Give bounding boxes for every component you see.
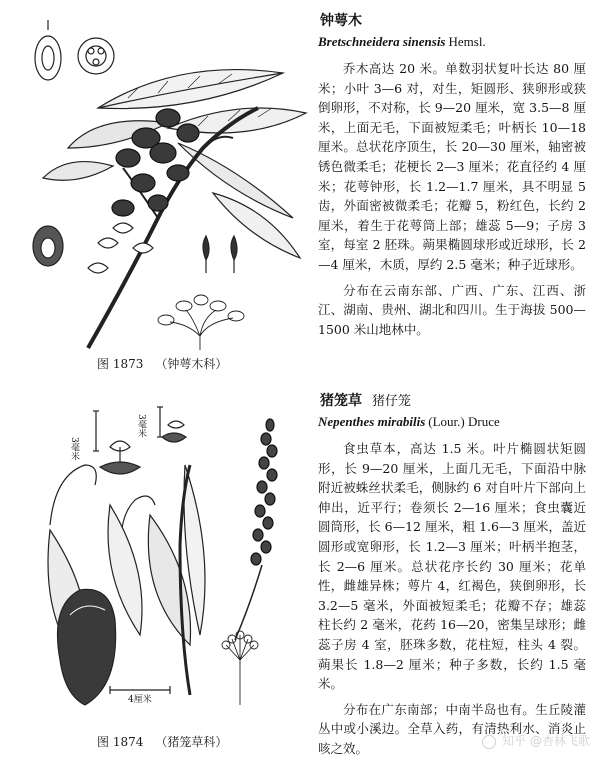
- scale-label-4cm: 4厘米: [128, 695, 152, 705]
- distribution-paragraph: 分布在广东南部；中南半岛也有。生丘陵灌丛中或小溪边。全草入药，有清热利水、消炎止咳之效。: [318, 701, 586, 756]
- latin-binomial: Bretschneidera sinensis: [318, 34, 446, 49]
- latin-author: (Lour.) Druce: [428, 414, 500, 429]
- scale-label-3mm-right: 3毫米: [136, 414, 146, 438]
- figure-family: （钟萼木科）: [155, 357, 228, 371]
- illustration-bretschneidera: [28, 18, 310, 363]
- description-paragraph: 乔木高达 20 米。单数羽状复叶长达 80 厘米；小叶 3—6 对，对生，矩圆形、狭卵形或狭倒卵形，不对称，长 9—20 厘米，宽 3.5—8 厘米，上面无毛，下面被短柔毛；叶柄长 10—18 厘米。总状花序顶生，长 20—30 厘米，轴密被锈色微柔毛；花梗长 2—3 厘米；花直径约 4 厘米；花萼钟形，长 1.2—1.7 厘米，具不明显 5 齿，外面密被微柔毛；花瓣 5，粉红色，长约 2 厘米，着生于花萼筒上部；雄蕊 5—9；子房 3 室，每室 2 胚珠。蒴果椭圆球形或近球形，长 2—4 厘米，木质，厚约 2.5 毫米；种子近球形。: [318, 61, 586, 272]
- distribution-paragraph: 分布在云南东部、广西、广东、江西、浙江、湖南、贵州、湖北和四川。生于海拔 500—1500 米山地林中。: [318, 282, 586, 337]
- latin-author: Hemsl.: [448, 34, 486, 49]
- entry-nepenthes: [318, 390, 586, 759]
- figure-number: 图 1873: [97, 357, 144, 371]
- figure-caption-1873: [97, 355, 227, 372]
- watermark: [480, 732, 590, 749]
- figure-number: 图 1874: [97, 735, 144, 749]
- entry-title: 猪笼草: [320, 393, 362, 409]
- entry-bretschneidera: [318, 10, 586, 339]
- zhihu-icon: [482, 735, 496, 749]
- latin-binomial: Nepenthes mirabilis: [318, 414, 426, 429]
- figure-family: （猪笼草科）: [155, 735, 228, 749]
- entry-alias: 猪仔笼: [372, 394, 412, 409]
- watermark-text: 知乎 @杏林飞歌: [502, 734, 590, 748]
- figure-caption-1874: [97, 733, 227, 750]
- entry-title: 钟萼木: [320, 13, 362, 29]
- scale-label-3mm-left: 3毫米: [69, 437, 79, 461]
- latin-name: [318, 34, 586, 50]
- description-paragraph: 食虫草本，高达 1.5 米。叶片椭圆状矩圆形，长 9—20 厘米，上面几无毛，下面沿中脉附近被蛛丝状柔毛，侧脉约 6 对自叶片下部向上伸出，近平行；卷须长 2—16 厘米；食虫囊近圆筒形，长 6—12 厘米，粗 1.6—3 厘米，盖近圆形或宽卵形，长 1.2—3 厘米；叶柄半抱茎，长 2—6 厘米。总状花序长约 30 厘米；花单性，雌雄异株；萼片 4，红褐色，狭倒卵形，长 3.2—5 毫米，外面被短柔毛；花瓣不存；雄蕊柱长约 2 毫米，花药 16—20，密集呈球形；雌蕊子房 4 室，胚珠多数，花柱短，柱头 4 裂。蒴果长 1.8—2 厘米；种子多数，长约 1.5 毫米。: [318, 441, 586, 692]
- latin-name: [318, 414, 586, 430]
